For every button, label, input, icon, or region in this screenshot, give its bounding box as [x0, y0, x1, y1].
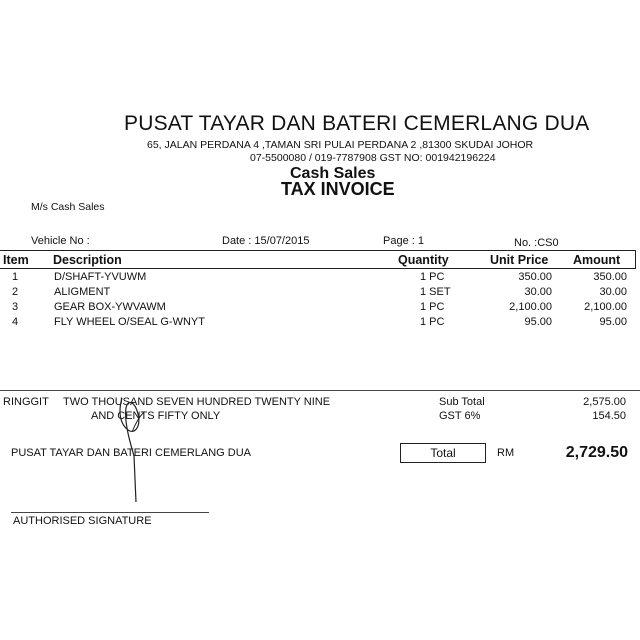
- company-phones-gst: 07-5500080 / 019-7787908 GST NO: 001942196224: [250, 152, 496, 164]
- row-description: GEAR BOX-YWVAWM: [54, 301, 166, 313]
- subtotal-label: Sub Total: [439, 396, 485, 408]
- row-description: ALIGMENT: [54, 286, 111, 298]
- row-unit-price: 2,100.00: [509, 301, 552, 313]
- amount-words-line1: TWO THOUSAND SEVEN HUNDRED TWENTY NINE: [63, 396, 331, 408]
- col-item: Item: [3, 253, 29, 267]
- company-name: PUSAT TAYAR DAN BATERI CEMERLANG DUA: [124, 112, 590, 135]
- col-amount: Amount: [573, 253, 621, 267]
- handwritten-signature: [108, 392, 168, 502]
- row-unit-price: 30.00: [524, 286, 552, 298]
- row-quantity: 1 PC: [420, 271, 445, 283]
- row-quantity: 1 PC: [420, 301, 445, 313]
- invoice-number: No. :CS0: [514, 237, 559, 249]
- total-label-box: [400, 443, 486, 463]
- document-type: Cash Sales: [290, 165, 376, 182]
- col-quantity: Quantity: [398, 253, 449, 267]
- grand-total: 2,729.50: [565, 444, 628, 461]
- vehicle-no: Vehicle No :: [31, 235, 90, 247]
- row-description: D/SHAFT-YVUWM: [54, 271, 147, 283]
- invoice-date: Date : 15/07/2015: [222, 235, 310, 247]
- col-unit-price: Unit Price: [490, 253, 549, 267]
- row-amount: 350.00: [593, 271, 627, 283]
- total-currency: RM: [497, 447, 515, 459]
- row-item: 2: [12, 286, 19, 298]
- amount-words-line2: AND CENTS FIFTY ONLY: [91, 410, 221, 422]
- footer-company: PUSAT TAYAR DAN BATERI CEMERLANG DUA: [11, 447, 252, 459]
- customer-name: M/s Cash Sales: [31, 201, 105, 213]
- row-quantity: 1 SET: [420, 286, 451, 298]
- row-item: 3: [12, 301, 19, 313]
- gst-value: 154.50: [592, 410, 626, 422]
- row-unit-price: 95.00: [524, 316, 552, 328]
- table-row: [0, 286, 640, 300]
- row-amount: 95.00: [599, 316, 627, 328]
- table-header-border: [0, 268, 635, 269]
- row-item: 4: [12, 316, 19, 328]
- table-row: [0, 301, 640, 315]
- row-amount: 2,100.00: [584, 301, 627, 313]
- row-unit-price: 350.00: [518, 271, 552, 283]
- page-number: Page : 1: [383, 235, 424, 247]
- signature-line: [11, 512, 209, 513]
- table-row: [0, 271, 640, 285]
- row-amount: 30.00: [599, 286, 627, 298]
- total-label: Total: [430, 446, 456, 460]
- row-item: 1: [12, 271, 19, 283]
- amount-words-prefix: RINGGIT: [3, 396, 49, 408]
- col-description: Description: [53, 253, 122, 267]
- table-top-border: [0, 250, 635, 251]
- company-address: 65, JALAN PERDANA 4 ,TAMAN SRI PULAI PERDANA 2 ,81300 SKUDAI JOHOR: [147, 139, 534, 151]
- gst-label: GST 6%: [439, 410, 481, 422]
- row-description: FLY WHEEL O/SEAL G-WNYT: [54, 316, 205, 328]
- row-quantity: 1 PC: [420, 316, 445, 328]
- subtotal-value: 2,575.00: [583, 396, 626, 408]
- summary-divider: [0, 390, 640, 391]
- document-title: TAX INVOICE: [281, 179, 395, 199]
- table-right-border: [635, 250, 636, 269]
- signature-label: AUTHORISED SIGNATURE: [13, 515, 152, 527]
- table-row: [0, 316, 640, 330]
